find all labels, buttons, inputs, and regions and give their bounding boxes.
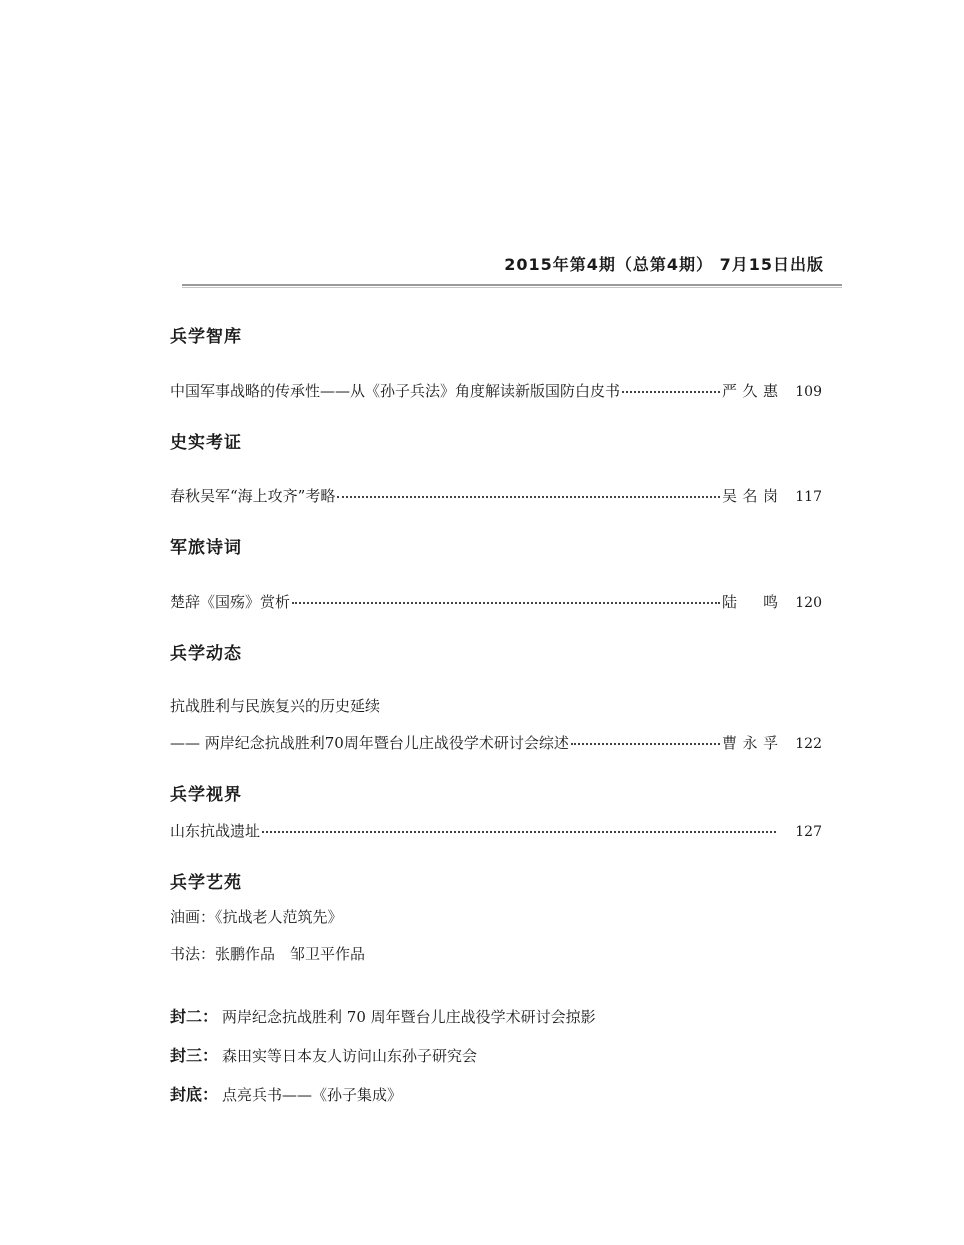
toc-entry[interactable] xyxy=(170,485,822,507)
art-item: 书法：张鹏作品 邹卫平作品 xyxy=(170,945,366,963)
section-title: 史实考证 xyxy=(170,433,242,453)
cover-text: 两岸纪念抗战胜利 70 周年暨台儿庄战役学术研讨会掠影 xyxy=(222,1008,596,1026)
leader-dots xyxy=(262,830,776,833)
section-title: 兵学智库 xyxy=(170,327,242,347)
leader-dots xyxy=(571,742,720,745)
cover-item xyxy=(170,1004,596,1027)
entry-author: 严久惠 xyxy=(722,382,778,400)
entry-page: 122 xyxy=(795,736,822,752)
issue-line: 2015年第4期（总第4期） 7月15日出版 xyxy=(504,255,824,274)
section-title: 军旅诗词 xyxy=(170,538,242,558)
section-title: 兵学视界 xyxy=(170,785,242,805)
leader-dots xyxy=(622,390,720,393)
cover-label: 封底： xyxy=(170,1085,219,1104)
entry-title: 春秋吴军“海上攻齐”考略 xyxy=(170,487,336,505)
cover-text: 森田实等日本友人访问山东孙子研究会 xyxy=(222,1047,478,1065)
entry-page: 120 xyxy=(795,595,822,611)
entry-title: 山东抗战遗址 xyxy=(170,822,261,840)
entry-page: 127 xyxy=(795,824,822,840)
entry-page: 117 xyxy=(795,489,822,505)
cover-item xyxy=(170,1043,477,1066)
toc-entry[interactable] xyxy=(170,820,822,842)
entry-title: 中国军事战略的传承性——从《孙子兵法》角度解读新版国防白皮书 xyxy=(170,382,621,400)
leader-dots xyxy=(337,495,720,498)
entry-title-line1[interactable]: 抗战胜利与民族复兴的历史延续 xyxy=(170,697,381,715)
entry-author: 曹永孚 xyxy=(722,734,778,752)
cover-item xyxy=(170,1082,402,1105)
section-title: 兵学艺苑 xyxy=(170,873,242,893)
entry-title: 楚辞《国殇》赏析 xyxy=(170,593,291,611)
cover-label: 封三： xyxy=(170,1046,219,1065)
entry-page: 109 xyxy=(795,384,822,400)
section-title: 兵学动态 xyxy=(170,644,242,664)
toc-entry[interactable] xyxy=(170,591,822,613)
entry-author: 吴名岗 xyxy=(722,487,778,505)
entry-title: —— 两岸纪念抗战胜利70周年暨台儿庄战役学术研讨会综述 xyxy=(170,734,569,752)
toc-entry[interactable] xyxy=(170,732,822,754)
header-rule xyxy=(182,284,842,288)
art-item: 油画：《抗战老人范筑先》 xyxy=(170,908,343,926)
leader-dots xyxy=(292,601,720,604)
cover-text: 点亮兵书——《孙子集成》 xyxy=(222,1086,403,1104)
toc-entry[interactable] xyxy=(170,380,822,402)
cover-label: 封二： xyxy=(170,1007,219,1026)
entry-author: 陆鸣 xyxy=(722,593,778,611)
